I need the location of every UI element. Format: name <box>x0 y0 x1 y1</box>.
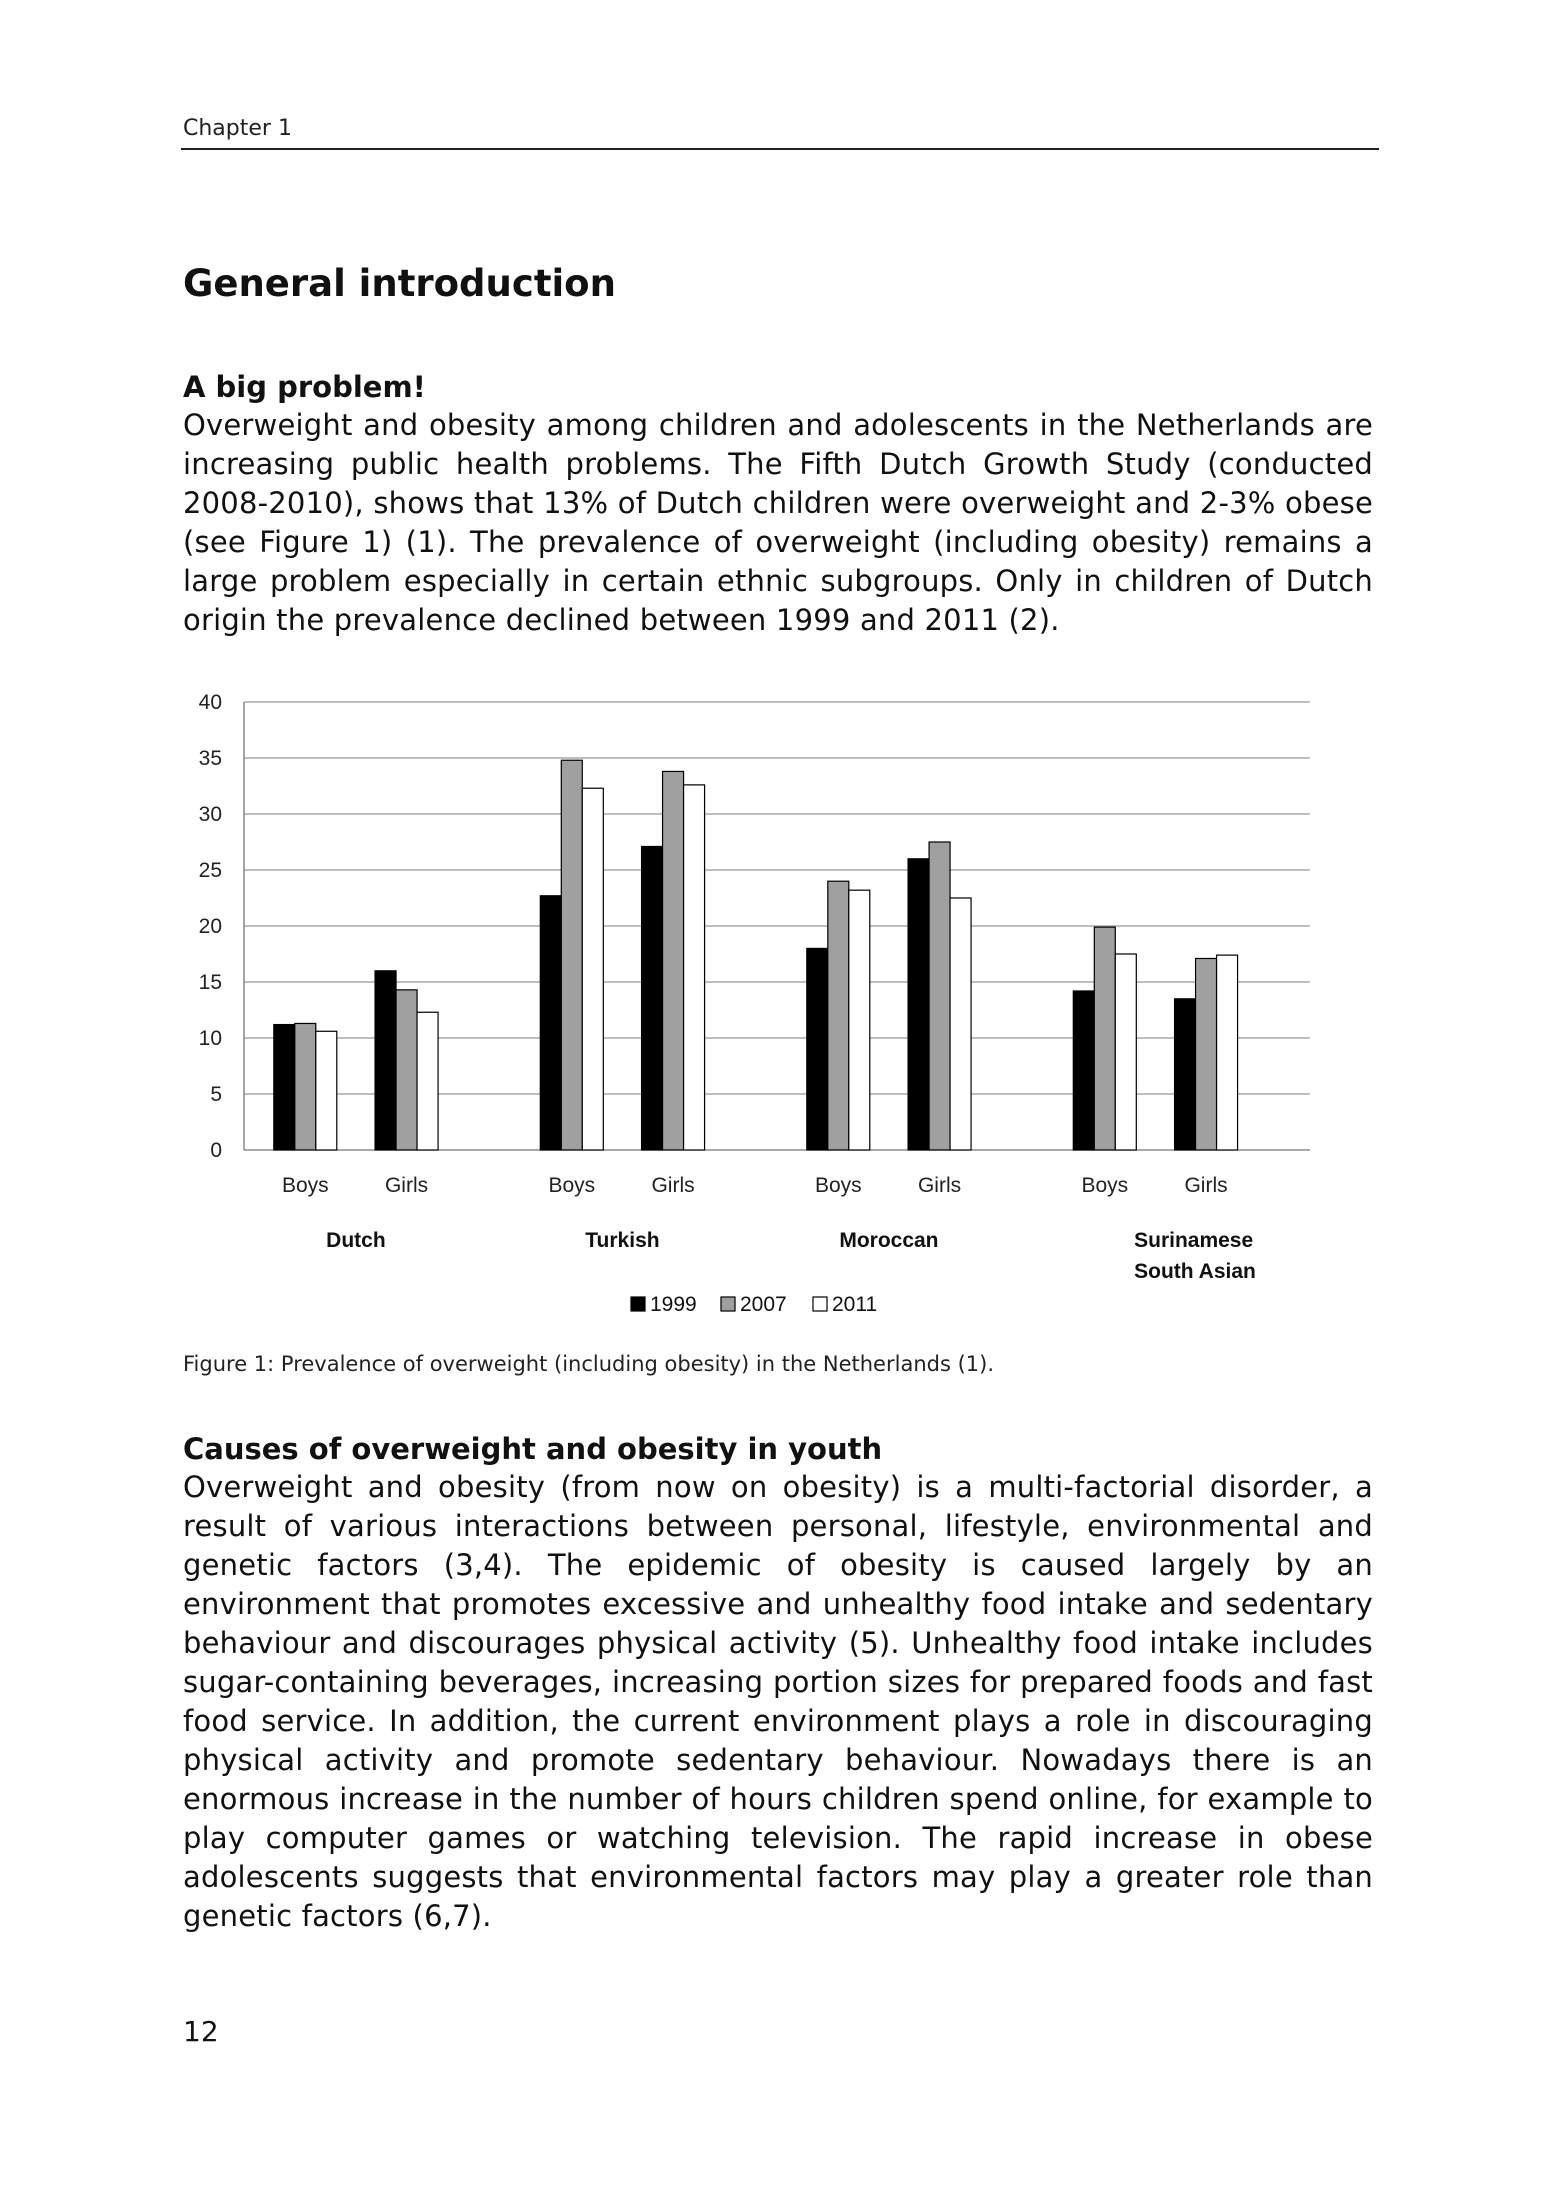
bar-2011 <box>417 1012 438 1150</box>
bar-2007 <box>561 760 582 1150</box>
section-big-problem <box>183 368 1373 640</box>
group-label: Moroccan <box>839 1229 939 1252</box>
group-label: South Asian <box>1134 1260 1256 1283</box>
y-tick-label: 15 <box>198 971 222 994</box>
legend-swatch-1999 <box>631 1297 645 1311</box>
group-label: Turkish <box>585 1229 660 1252</box>
page-title: General introduction <box>183 262 616 305</box>
y-tick-label: 10 <box>198 1027 222 1050</box>
x-tick-label: Girls <box>917 1174 962 1197</box>
bar-2011 <box>316 1031 337 1150</box>
y-tick-label: 0 <box>210 1139 222 1162</box>
x-tick-label: Boys <box>1081 1174 1129 1197</box>
bar-2011 <box>950 898 971 1150</box>
legend-label: 2007 <box>740 1293 787 1316</box>
bar-2011 <box>849 890 870 1150</box>
x-tick-label: Girls <box>384 1174 429 1197</box>
bar-1999 <box>642 846 663 1150</box>
x-tick-label: Boys <box>281 1174 329 1197</box>
figure-caption: Figure 1: Prevalence of overweight (including obesity) in the Netherlands (1). <box>183 1352 994 1376</box>
bar-2007 <box>295 1023 316 1150</box>
legend-swatch-2011 <box>813 1297 827 1311</box>
legend-label: 2011 <box>832 1293 878 1316</box>
bar-2007 <box>396 990 417 1150</box>
y-tick-label: 25 <box>198 859 222 882</box>
bar-2011 <box>1115 954 1136 1150</box>
bar-2007 <box>929 842 950 1150</box>
x-tick-label: Boys <box>814 1174 862 1197</box>
y-tick-label: 40 <box>198 691 222 714</box>
x-tick-label: Girls <box>1184 1174 1228 1197</box>
y-tick-label: 20 <box>198 915 222 938</box>
bar-1999 <box>1175 999 1196 1150</box>
section-body: Overweight and obesity among children and adolescents in the Netherlands are increasing public health problems. The Fifth Dutch Growth Study (conducted 2008-2010), shows that 13% of Dutch children were overweight and 2-3% obese (see Figure 1) (1). The prevalence of overweight (including obesity) remains a large problem especially in certain ethnic subgroups. Only in children of Dutch origin the prevalence declined between 1999 and 2011 (2). <box>183 408 1373 637</box>
x-tick-label: Boys <box>548 1174 596 1197</box>
section-heading: Causes of overweight and obesity in youth <box>183 1432 883 1466</box>
bar-1999 <box>375 971 396 1150</box>
bar-1999 <box>540 896 561 1150</box>
bar-2007 <box>663 771 684 1150</box>
section-heading: A big problem! <box>183 370 426 404</box>
legend-label: 1999 <box>650 1293 697 1316</box>
chapter-label: Chapter 1 <box>183 116 292 141</box>
bar-2007 <box>1094 927 1115 1150</box>
bar-2011 <box>684 785 705 1150</box>
prevalence-bar-chart <box>170 690 1360 1340</box>
bar-2011 <box>1217 955 1238 1150</box>
y-tick-label: 5 <box>210 1083 222 1106</box>
legend-swatch-2007 <box>721 1297 735 1311</box>
page-header <box>181 114 1379 150</box>
y-tick-label: 30 <box>198 803 222 826</box>
bar-2007 <box>828 881 849 1150</box>
bar-1999 <box>908 859 929 1150</box>
section-causes <box>183 1430 1373 1936</box>
bar-2007 <box>1196 958 1217 1150</box>
page-number: 12 <box>183 2015 219 2048</box>
x-tick-label: Girls <box>651 1174 695 1197</box>
bar-1999 <box>274 1025 295 1150</box>
section-body: Overweight and obesity (from now on obesity) is a multi-factorial disorder, a result of various interactions between personal, lifestyle, environmental and genetic factors (3,4). The epidemic of obesity is caused largely by an environment that promotes excessive and unhealthy food intake and sedentary behaviour and discourages physical activity (5). Unhealthy food intake includes sugar-containing beverages, increasing portion sizes for prepared foods and fast food service. In addition, the current environment plays a role in discouraging physical activity and promote sedentary behaviour. Nowadays there is an enormous increase in the number of hours children spend online, for example to play computer games or watching television. The rapid increase in obese adolescents suggests that environmental factors may play a greater role than genetic factors (6,7). <box>183 1470 1373 1933</box>
group-label: Dutch <box>326 1229 386 1252</box>
bar-1999 <box>807 948 828 1150</box>
y-tick-label: 35 <box>198 747 222 770</box>
bar-1999 <box>1073 991 1094 1150</box>
bar-2011 <box>582 788 603 1150</box>
group-label: Surinamese <box>1134 1229 1254 1252</box>
